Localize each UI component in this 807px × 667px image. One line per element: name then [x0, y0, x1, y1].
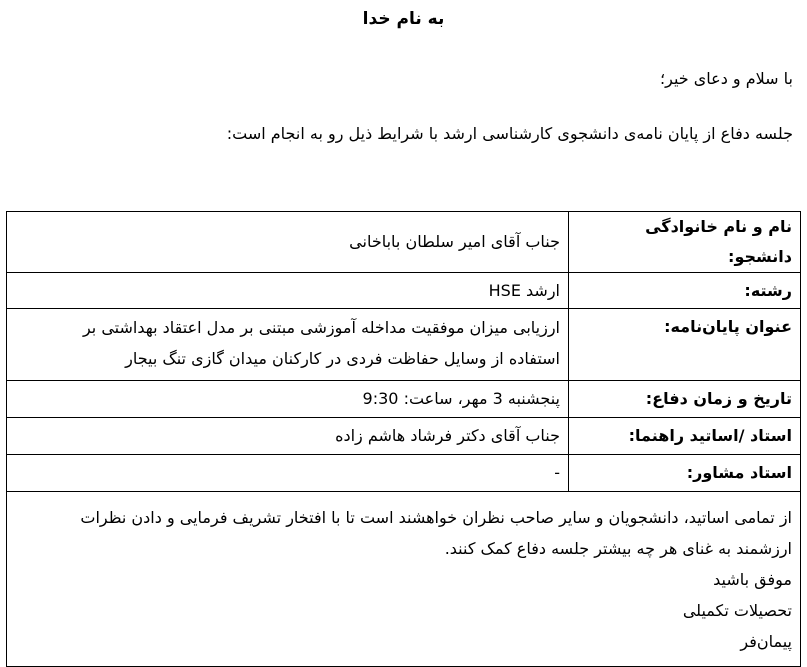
- university-name: پیمان‌فر: [740, 631, 792, 651]
- label-advisor: استاد مشاور:: [569, 455, 801, 492]
- thesis-title-line-2: استفاده از وسایل حفاظت فردی در کارکنان میدان گازی تنگ بیجار: [125, 349, 560, 368]
- notes-cell: [7, 492, 801, 667]
- invitation-line-1: از تمامی اساتید، دانشجویان و سایر صاحب نظران خواهشند است تا با افتخار تشریف فرمایی و دادن نظرات: [80, 507, 792, 527]
- page-title: به نام خدا: [362, 9, 445, 29]
- label-student-name: نام و نام خانوادگی دانشجو:: [569, 212, 801, 273]
- defense-info-table: [6, 211, 801, 667]
- label-supervisor: استاد /اساتید راهنما:: [569, 418, 801, 455]
- closing-text: موفق باشید: [713, 569, 792, 589]
- label-defense-date: تاریخ و زمان دفاع:: [569, 381, 801, 418]
- invitation-line-2: ارزشمند به غنای هر چه بیشتر جلسه دفاع کمک کنند.: [444, 538, 792, 558]
- table-row-defense-date: [7, 381, 801, 418]
- intro-text: جلسه دفاع از پایان نامه‌ی دانشجوی کارشناسی ارشد با شرایط ذیل رو به انجام است:: [226, 124, 793, 143]
- table-row-notes: [7, 492, 801, 667]
- value-defense-date: پنجشنبه 3 مهر، ساعت: 9:30: [7, 381, 569, 418]
- table-row-supervisor: [7, 418, 801, 455]
- table-row-thesis-title: [7, 309, 801, 381]
- value-supervisor: جناب آقای دکتر فرشاد هاشم زاده: [7, 418, 569, 455]
- table-row-advisor: [7, 455, 801, 492]
- value-thesis-title: [7, 309, 569, 381]
- value-advisor: -: [7, 455, 569, 492]
- value-field: ارشد HSE: [7, 273, 569, 309]
- table-row-student-name: [7, 212, 801, 273]
- label-thesis-title: عنوان پایان‌نامه:: [569, 309, 801, 381]
- label-field: رشته:: [569, 273, 801, 309]
- greeting-text: با سلام و دعای خیر؛: [660, 69, 793, 88]
- value-student-name: جناب آقای امیر سلطان باباخانی: [7, 212, 569, 273]
- table-row-field: [7, 273, 801, 309]
- office-name: تحصیلات تکمیلی: [682, 600, 792, 620]
- thesis-title-line-1: ارزیابی میزان موفقیت مداخله آموزشی مبتنی بر مدل اعتقاد بهداشتی بر: [82, 318, 560, 337]
